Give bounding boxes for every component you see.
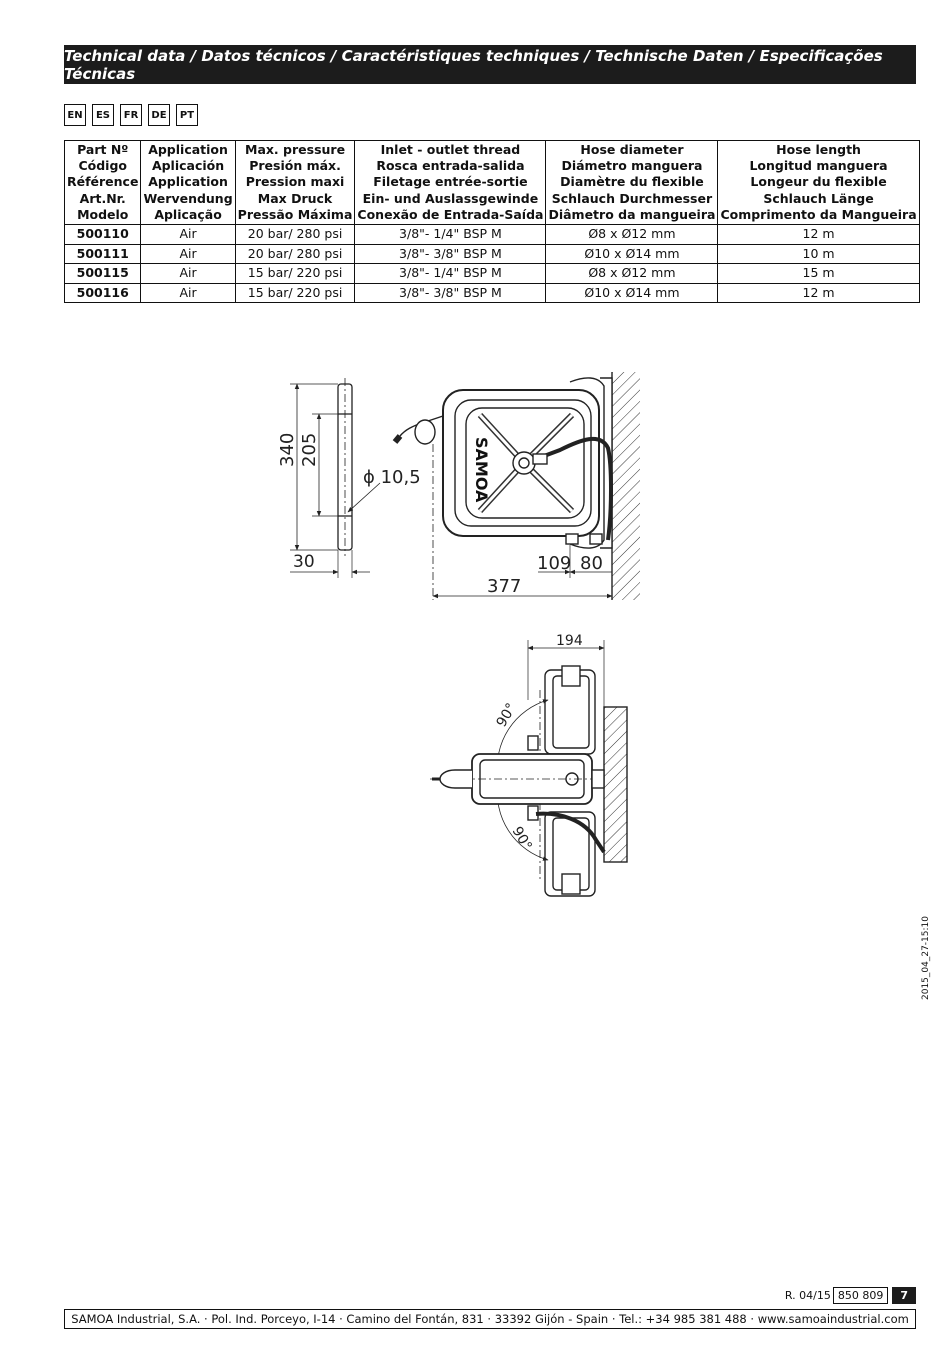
lang-badge-de: DE xyxy=(148,104,170,126)
header-line: Pression maxi xyxy=(245,174,345,190)
header-line: Longitud manguera xyxy=(749,158,888,174)
cell-part-no: 500110 xyxy=(65,225,141,245)
page-footer xyxy=(64,1309,916,1329)
lang-badge-fr: FR xyxy=(120,104,142,126)
header-line: Diamètre du flexible xyxy=(560,174,704,190)
dim-340: 340 xyxy=(277,432,298,467)
dim-hole-diameter: ϕ 10,5 xyxy=(363,467,421,488)
side-timestamp: 2015_04_27-15:10 xyxy=(921,916,931,1000)
header-line: Hose diameter xyxy=(580,142,684,157)
header-line: Hose length xyxy=(776,142,861,157)
header-line: Ein- und Auslassgewinde xyxy=(362,190,539,206)
cell-pressure: 20 bar/ 280 psi xyxy=(235,225,355,245)
header-line: Comprimento da Mangueira xyxy=(720,206,917,222)
header-line: Modelo xyxy=(77,206,129,222)
header-line: Rosca entrada-salida xyxy=(376,158,525,174)
cell-hose-length: 12 m xyxy=(718,225,919,245)
header-line: Conexão de Entrada-Saída xyxy=(357,206,544,222)
header-line: Référence xyxy=(67,174,139,190)
dim-30: 30 xyxy=(293,552,315,572)
cell-pressure: 15 bar/ 220 psi xyxy=(235,283,355,303)
angle-bottom-90: 90° xyxy=(508,824,535,854)
cell-application: Air xyxy=(141,244,235,264)
header-line: Schlauch Durchmesser xyxy=(551,190,713,206)
dim-80: 80 xyxy=(580,553,603,574)
cell-part-no: 500111 xyxy=(65,244,141,264)
page-title: Technical data / Datos técnicos / Caractéristiques techniques / Technische Daten / Especificações Técnicas xyxy=(64,46,883,83)
cell-hose-diameter: Ø8 x Ø12 mm xyxy=(546,264,718,284)
header-line: Schlauch Länge xyxy=(763,190,874,206)
cell-application: Air xyxy=(141,225,235,245)
header-line: Application xyxy=(148,142,228,157)
header-line: Part Nº xyxy=(77,142,129,157)
header-line: Max. pressure xyxy=(245,142,346,157)
dim-109: 109 xyxy=(537,553,572,574)
header-line: Diâmetro da mangueira xyxy=(548,206,716,222)
cell-pressure: 15 bar/ 220 psi xyxy=(235,264,355,284)
hose-reel-front-view xyxy=(395,372,640,600)
header-line: Pressão Máxima xyxy=(237,206,353,222)
lang-badge-en: EN xyxy=(64,104,86,126)
angle-top-90: 90° xyxy=(493,700,520,730)
header-line: Application xyxy=(148,174,228,190)
header-line: Inlet - outlet thread xyxy=(380,142,521,157)
cell-hose-length: 15 m xyxy=(718,264,919,284)
header-line: Presión máx. xyxy=(249,158,341,174)
footer-text: SAMOA Industrial, S.A. · Pol. Ind. Porceyo, I-14 · Camino del Fontán, 831 · 33392 Gijón - Spain · Tel.: +34 985 381 488 · www.samoaindustrial.com xyxy=(71,1312,909,1326)
header-line: Código xyxy=(78,158,127,174)
dim-205: 205 xyxy=(299,432,320,467)
header-line: Wervendung xyxy=(143,190,233,206)
hose-reel-top-view xyxy=(430,640,627,896)
page-number: 7 xyxy=(892,1287,916,1304)
revision-block xyxy=(785,1287,916,1304)
header-line: Filetage entrée-sortie xyxy=(373,174,528,190)
header-line: Diámetro manguera xyxy=(561,158,703,174)
cell-hose-length: 10 m xyxy=(718,244,919,264)
cell-application: Air xyxy=(141,264,235,284)
lang-badge-pt: PT xyxy=(176,104,198,126)
revision-label: R. 04/15 xyxy=(784,1289,831,1302)
cell-part-no: 500116 xyxy=(65,283,141,303)
header-line: Aplicación xyxy=(151,158,225,174)
cell-hose-diameter: Ø10 x Ø14 mm xyxy=(546,283,718,303)
cell-part-no: 500115 xyxy=(65,264,141,284)
brand-logo-text: SAMOA xyxy=(472,437,491,503)
header-line: Art.Nr. xyxy=(79,190,126,206)
lang-badge-es: ES xyxy=(92,104,114,126)
cell-thread: 3/8"- 1/4" BSP M xyxy=(355,264,546,284)
cell-pressure: 20 bar/ 280 psi xyxy=(235,244,355,264)
header-line: Max Druck xyxy=(257,190,333,206)
header-line: Longeur du flexible xyxy=(750,174,887,190)
cell-thread: 3/8"- 3/8" BSP M xyxy=(355,283,546,303)
cell-thread: 3/8"- 1/4" BSP M xyxy=(355,225,546,245)
cell-hose-diameter: Ø8 x Ø12 mm xyxy=(546,225,718,245)
dim-377: 377 xyxy=(487,576,522,597)
cell-hose-length: 12 m xyxy=(718,283,919,303)
cell-thread: 3/8"- 3/8" BSP M xyxy=(355,244,546,264)
cell-hose-diameter: Ø10 x Ø14 mm xyxy=(546,244,718,264)
cell-application: Air xyxy=(141,283,235,303)
document-code: 850 809 xyxy=(833,1287,889,1304)
dim-194: 194 xyxy=(556,633,583,649)
header-line: Aplicação xyxy=(154,206,222,222)
